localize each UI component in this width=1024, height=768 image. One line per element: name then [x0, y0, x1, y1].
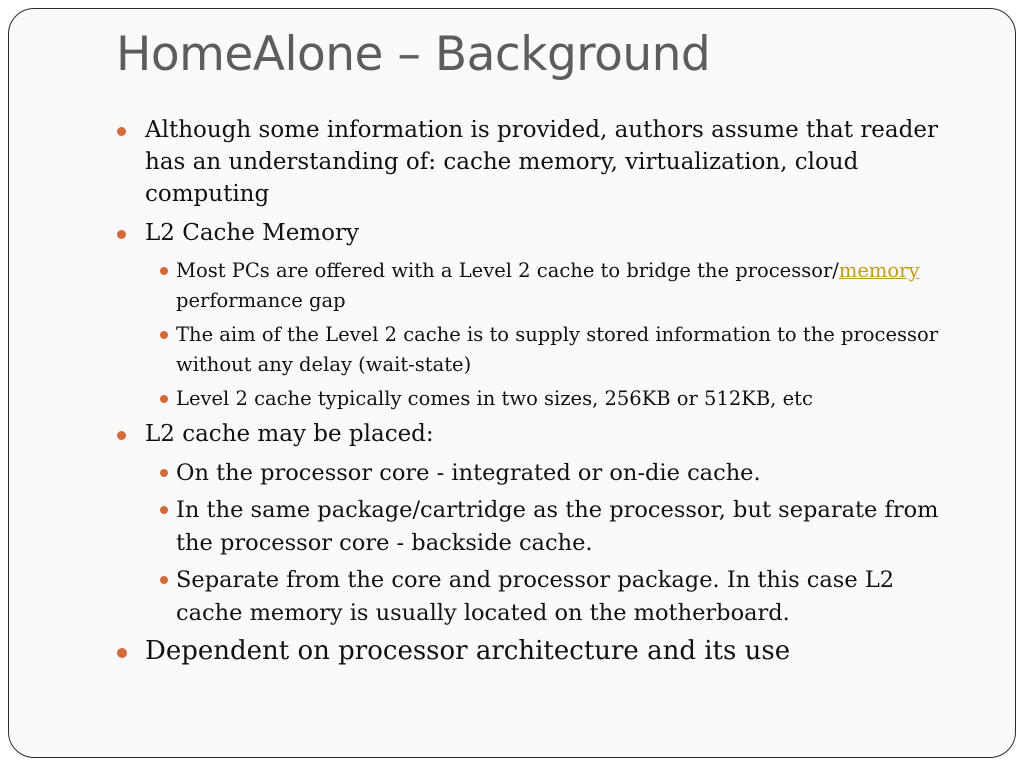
bullet-dot-icon — [160, 267, 168, 275]
bullet-dot-icon — [160, 576, 168, 584]
slide-title: HomeAlone – Background — [116, 27, 711, 82]
bullet-dot-icon — [160, 506, 168, 514]
bullet-dot-icon — [117, 648, 127, 658]
bullet-list — [113, 114, 943, 675]
sub-bullet-item — [113, 384, 943, 414]
bullet-dot-icon — [117, 431, 126, 440]
bullet-dot-icon — [160, 331, 168, 339]
bullet-text: L2 cache may be placed: — [145, 421, 434, 447]
sub-bullet-text-prefix: Most PCs are offered with a Level 2 cache to bridge the processor/ — [176, 259, 839, 282]
slide — [8, 8, 1016, 758]
bullet-item — [113, 217, 943, 249]
sub-bullet-text: On the processor core - integrated or on-die cache. — [176, 460, 761, 486]
sub-bullet-item — [113, 564, 943, 630]
bullet-dot-icon — [117, 127, 126, 136]
sub-bullet-text-suffix: performance gap — [176, 289, 346, 312]
bullet-text: L2 Cache Memory — [145, 220, 359, 246]
sub-bullet-item — [113, 494, 943, 560]
sub-bullet-text: Level 2 cache typically comes in two sizes, 256KB or 512KB, etc — [176, 387, 813, 410]
sub-bullet-item — [113, 320, 943, 380]
bullet-item — [113, 114, 943, 210]
bullet-item — [113, 634, 943, 668]
memory-link[interactable]: memory — [838, 259, 920, 282]
sub-bullet-item — [113, 256, 943, 316]
sub-bullet-text: In the same package/cartridge as the processor, but separate from the processor core - backside cache. — [176, 497, 939, 556]
bullet-text: Although some information is provided, authors assume that reader has an understanding of: cache memory, virtualization, cloud computing — [145, 117, 938, 207]
bullet-item — [113, 418, 943, 450]
sub-bullet-text: The aim of the Level 2 cache is to supply stored information to the processor without any delay (wait-state) — [176, 323, 939, 376]
bullet-dot-icon — [160, 395, 168, 403]
sub-bullet-item — [113, 457, 943, 490]
sub-bullet-text: Separate from the core and processor package. In this case L2 cache memory is usually located on the motherboard. — [176, 567, 895, 626]
bullet-text: Dependent on processor architecture and its use — [145, 636, 791, 666]
bullet-dot-icon — [117, 230, 126, 239]
bullet-dot-icon — [160, 469, 168, 477]
